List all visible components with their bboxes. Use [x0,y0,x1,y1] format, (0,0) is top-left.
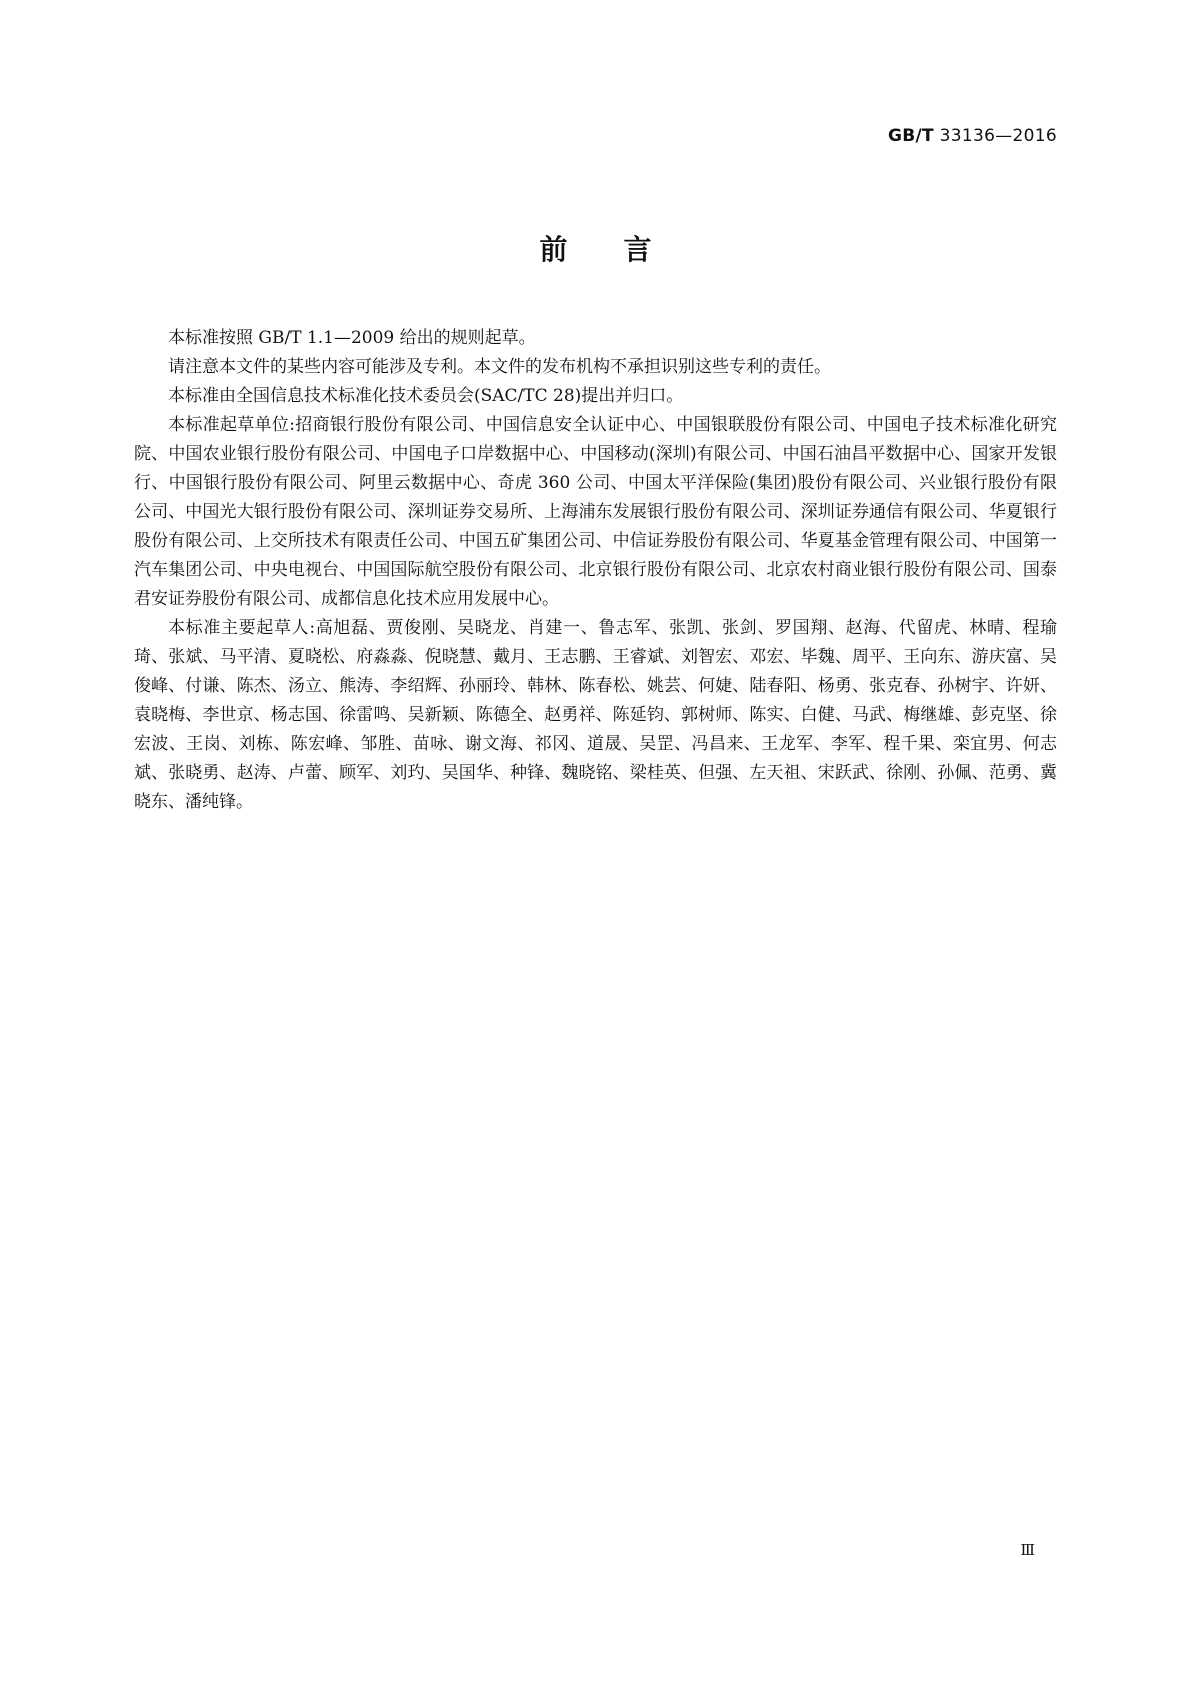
page-number: Ⅲ [1020,1541,1035,1559]
foreword-body [134,324,1057,817]
paragraph-drafting-units: 本标准起草单位:招商银行股份有限公司、中国信息安全认证中心、中国银联股份有限公司、中国电子技术标准化研究院、中国农业银行股份有限公司、中国电子口岸数据中心、中国移动(深圳)有限公司、中国石油昌平数据中心、国家开发银行、中国银行股份有限公司、阿里云数据中心、奇虎 360 公司、中国太平洋保险(集团)股份有限公司、兴业银行股份有限公司、中国光大银行股份有限公司、深圳证券交易所、上海浦东发展银行股份有限公司、深圳证券通信有限公司、华夏银行股份有限公司、上交所技术有限责任公司、中国五矿集团公司、中信证券股份有限公司、华夏基金管理有限公司、中国第一汽车集团公司、中央电视台、中国国际航空股份有限公司、北京银行股份有限公司、北京农村商业银行股份有限公司、国泰君安证券股份有限公司、成都信息化技术应用发展中心。 [134,415,1057,609]
paragraph-drafting-rules: 本标准按照 GB/T 1.1—2009 给出的规则起草。 [168,328,536,348]
standard-number [888,126,1057,146]
standard-code: 33136—2016 [939,126,1057,146]
page-title: 前言 [539,233,708,266]
paragraph-drafters: 本标准主要起草人:高旭磊、贾俊刚、吴晓龙、肖建一、鲁志军、张凯、张剑、罗国翔、赵海、代留虎、林晴、程瑜琦、张斌、马平清、夏晓松、府淼淼、倪晓慧、戴月、王志鹏、王睿斌、刘智宏、邓宏、毕魏、周平、王向东、游庆富、吴俊峰、付谦、陈杰、汤立、熊涛、李绍辉、孙丽玲、韩林、陈春松、姚芸、何婕、陆春阳、杨勇、张克春、孙树宇、许妍、袁晓梅、李世京、杨志国、徐雷鸣、吴新颖、陈德全、赵勇祥、陈延钧、郭树师、陈实、白健、马武、梅继雄、彭克坚、徐宏波、王岗、刘栋、陈宏峰、邹胜、苗咏、谢文海、祁冈、道晟、吴罡、冯昌来、王龙军、李军、程千果、栾宜男、何志斌、张晓勇、赵涛、卢蕾、顾军、刘玓、吴国华、种锋、魏晓铭、梁桂英、但强、左天祖、宋跃武、徐刚、孙佩、范勇、冀晓东、潘纯锋。 [134,618,1057,812]
paragraph-proposer: 本标准由全国信息技术标准化技术委员会(SAC/TC 28)提出并归口。 [168,386,684,406]
paragraph-patent-notice: 请注意本文件的某些内容可能涉及专利。本文件的发布机构不承担识别这些专利的责任。 [168,357,831,377]
standard-prefix: GB/T [888,126,934,146]
